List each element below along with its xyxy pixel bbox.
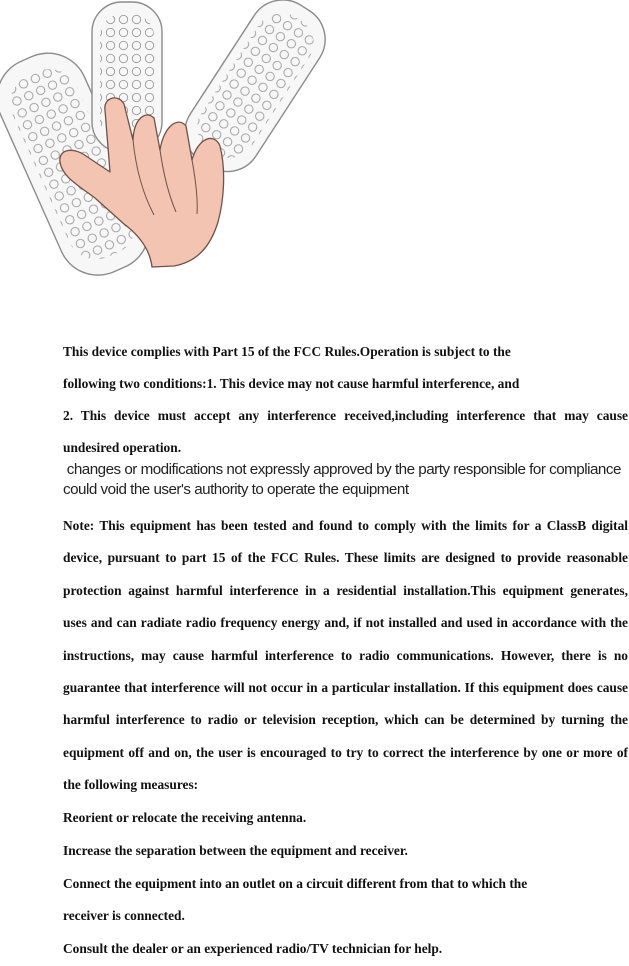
note-line-8: equipment off and on, the user is encouraged to try to correct the interference by one or more of bbox=[63, 744, 628, 760]
measure-item: Connect the equipment into an outlet on a circuit different from that to which the bbox=[63, 875, 528, 891]
warning-line-1: changes or modifications not expressly approved by the party responsible for compliance bbox=[63, 461, 621, 478]
measure-item: Reorient or relocate the receiving antenna. bbox=[63, 810, 307, 825]
warning-line-2: could void the user's authority to operate the equipment bbox=[63, 481, 409, 498]
note-line-2: device, pursuant to part 15 of the FCC Rules. These limits are designed to provide reasonable bbox=[63, 550, 628, 566]
measure-item: Increase the separation between the equipment and receiver. bbox=[63, 842, 408, 858]
note-line-9: the following measures: bbox=[63, 777, 199, 793]
remotes-hand-illustration bbox=[0, 0, 340, 290]
measures-list bbox=[63, 802, 628, 966]
modifications-warning bbox=[63, 460, 628, 500]
note-line-4: uses and can radiate radio frequency energy and, if not installed and used in accordance with the bbox=[63, 615, 628, 631]
note-line-6: guarantee that interference will not occur in a particular installation. If this equipment does cause bbox=[63, 680, 628, 696]
note-line-1: Note: This equipment has been tested and found to comply with the limits for a ClassB digital bbox=[63, 518, 628, 533]
fcc-line-2: following two conditions:1. This device may not cause harmful interference, and bbox=[63, 376, 520, 391]
fcc-line-4: undesired operation. bbox=[63, 440, 182, 455]
note-paragraph bbox=[63, 510, 628, 802]
note-line-3: protection against harmful interference in a residential installation.This equipment generates, bbox=[63, 582, 628, 598]
fcc-compliance-statement bbox=[63, 336, 628, 464]
measure-item: Consult the dealer or an experienced radio/TV technician for help. bbox=[63, 941, 443, 957]
note-line-7: harmful interference to radio or television reception, which can be determined by turning the bbox=[63, 712, 628, 728]
measure-item-continued: receiver is connected. bbox=[63, 908, 185, 924]
note-line-5: instructions, may cause harmful interference to radio communications. However, there is no bbox=[63, 647, 628, 663]
fcc-line-3: 2. This device must accept any interference received,including interference that may cause bbox=[63, 408, 628, 423]
fcc-line-1: This device complies with Part 15 of the FCC Rules.Operation is subject to the bbox=[63, 344, 511, 359]
